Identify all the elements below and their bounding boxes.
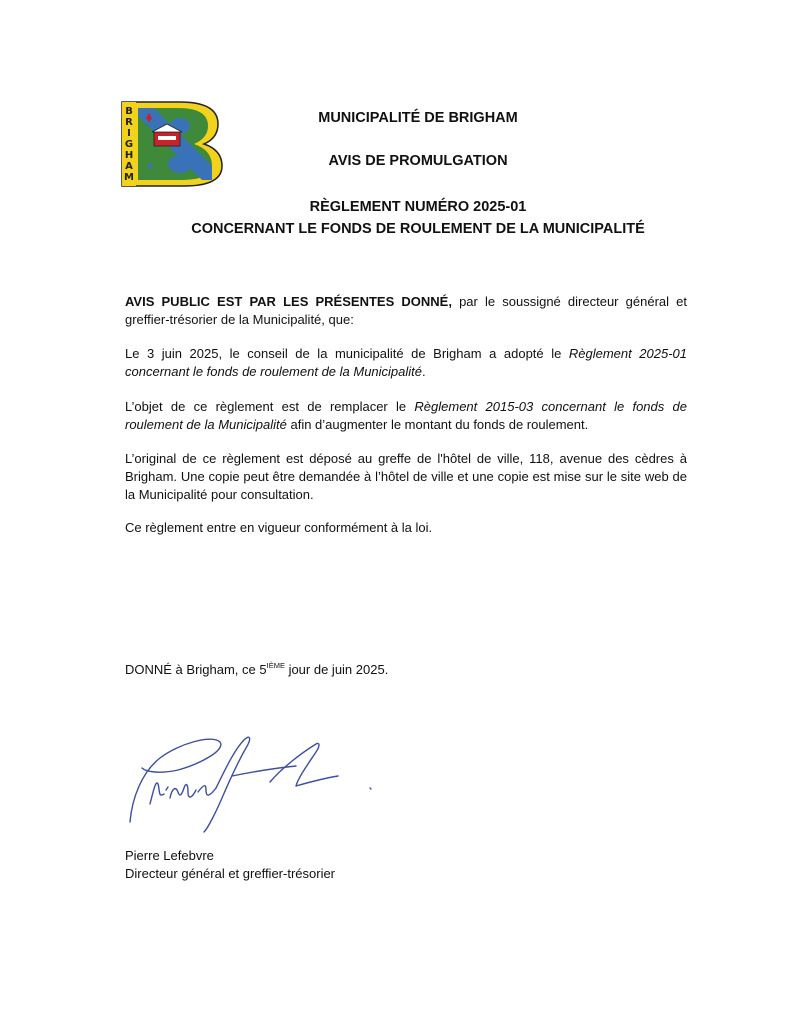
public-notice-lead: AVIS PUBLIC EST PAR LES PRÉSENTES DONNÉ, [125,294,452,309]
given-suffix: jour de juin 2025. [284,662,389,677]
signatory-block [125,847,335,883]
logo-letter: I [127,128,131,139]
paragraph-original: L’original de ce règlement est déposé au greffe de l'hôtel de ville, 118, avenue des cèdres à Brigham. Une copie peut être demandée à l’hôtel de ville et une copie est mise sur le site web de la Municipalité pour consultation. [125,451,687,502]
logo-letter: H [124,150,134,161]
signatory-name: Pierre Lefebvre [125,848,214,863]
adoption-bylaw-title: Règlement 2025-01 concernant le fonds de roulement de la Municipalité [125,346,687,379]
paragraph-effect: Ce règlement entre en vigueur conformément à la loi. [125,520,433,535]
adoption-end: . [422,364,426,379]
logo-letter: M [124,172,134,183]
purpose-text: L’objet de ce règlement est de remplacer le [125,399,415,414]
notice-title: AVIS DE PROMULGATION [328,153,508,169]
given-sup: IÈME [266,661,285,670]
paragraph-public-notice [125,293,687,329]
signature-image [120,728,385,838]
municipality-title: MUNICIPALITÉ DE BRIGHAM [318,110,518,126]
paragraph-purpose [125,398,687,434]
given-date [125,661,388,677]
public-notice-rest: par le soussigné directeur général et greffier-trésorier de la Municipalité, que: [125,294,687,327]
bylaw-subject: CONCERNANT LE FONDS DE ROULEMENT DE LA MUNICIPALITÉ [191,221,645,237]
purpose-end: afin d’augmenter le montant du fonds de roulement. [286,417,589,432]
bylaw-number: RÈGLEMENT NUMÉRO 2025-01 [309,199,527,215]
logo-letter: R [125,117,133,128]
logo-letter: A [125,161,133,172]
adoption-text: Le 3 juin 2025, le conseil de la municipalité de Brigham a adopté le [125,346,569,361]
paragraph-adoption [125,345,687,381]
given-prefix: DONNÉ à Brigham, ce 5 [125,662,267,677]
purpose-bylaw-title: Règlement 2015-03 concernant le fonds de roulement de la Municipalité [125,399,687,432]
logo-letter: G [124,139,134,150]
logo-letter: B [125,106,133,117]
signatory-title: Directeur général et greffier-trésorier [125,866,336,881]
